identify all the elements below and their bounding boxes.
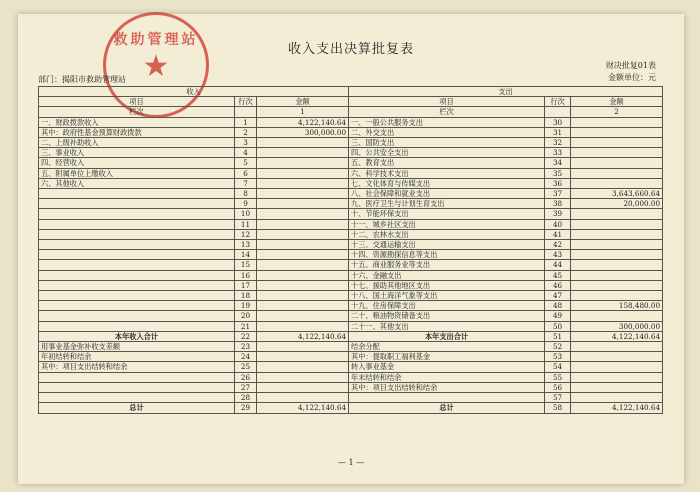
expense-amount-cell: [571, 393, 663, 403]
income-amount-cell: [257, 250, 349, 260]
income-item-cell: 年初结转和结余: [39, 352, 235, 362]
income-amount-cell: [257, 148, 349, 158]
expense-line-cell: 50: [545, 321, 571, 331]
expense-amount-header: 金额: [571, 97, 663, 107]
income-amount-cell: [257, 362, 349, 372]
expense-item-cell: 十一、城乡社区支出: [349, 219, 545, 229]
expense-item-cell: 本年支出合计: [349, 331, 545, 341]
expense-line-cell: 41: [545, 229, 571, 239]
income-item-cell: 总计: [39, 403, 235, 413]
table-row: [39, 311, 663, 321]
expense-header: 支出: [349, 87, 663, 97]
income-item-cell: [39, 311, 235, 321]
expense-line-cell: 32: [545, 138, 571, 148]
table-row: [39, 403, 663, 413]
expense-amount-cell: [571, 209, 663, 219]
expense-item-cell: 十、节能环保支出: [349, 209, 545, 219]
table-row: [39, 301, 663, 311]
income-amount-cell: [257, 382, 349, 392]
income-line-cell: 11: [235, 219, 257, 229]
expense-line-cell: 57: [545, 393, 571, 403]
form-code-block: [606, 60, 656, 84]
expense-item-cell: 十六、金融支出: [349, 270, 545, 280]
income-amount-header: 金额: [257, 97, 349, 107]
expense-amount-cell: [571, 280, 663, 290]
income-line-cell: 25: [235, 362, 257, 372]
income-line-cell: 29: [235, 403, 257, 413]
expense-amount-cell: [571, 270, 663, 280]
table-row: [39, 250, 663, 260]
income-amount-cell: [257, 209, 349, 219]
table-row: [39, 127, 663, 137]
income-line-cell: 17: [235, 280, 257, 290]
expense-line-cell: 58: [545, 403, 571, 413]
income-amount-cell: [257, 311, 349, 321]
expense-index-empty: [545, 107, 571, 117]
income-line-cell: 8: [235, 189, 257, 199]
expense-amount-cell: [571, 219, 663, 229]
department-label: 部门：揭阳市救助管理站: [38, 75, 126, 84]
expense-line-cell: 54: [545, 362, 571, 372]
income-amount-cell: [257, 301, 349, 311]
income-item-cell: 六、其他收入: [39, 178, 235, 188]
income-item-cell: [39, 229, 235, 239]
seal-text: 救助管理站: [113, 32, 199, 48]
expense-index-label: 栏次: [349, 107, 545, 117]
expense-index-number: 2: [571, 107, 663, 117]
income-line-cell: 5: [235, 158, 257, 168]
income-item-cell: [39, 219, 235, 229]
income-amount-cell: [257, 178, 349, 188]
expense-line-cell: 36: [545, 178, 571, 188]
expense-item-cell: 九、医疗卫生与计划生育支出: [349, 199, 545, 209]
income-line-cell: 27: [235, 382, 257, 392]
expense-amount-cell: [571, 229, 663, 239]
expense-line-cell: 42: [545, 240, 571, 250]
income-index-number: 1: [257, 107, 349, 117]
income-line-cell: 20: [235, 311, 257, 321]
expense-amount-cell: [571, 148, 663, 158]
expense-item-cell: 其中：提取职工福利基金: [349, 352, 545, 362]
expense-item-cell: 七、文化体育与传媒支出: [349, 178, 545, 188]
income-line-header: 行次: [235, 97, 257, 107]
expense-amount-cell: [571, 138, 663, 148]
income-amount-cell: [257, 158, 349, 168]
income-item-cell: 三、事业收入: [39, 148, 235, 158]
expense-line-cell: 33: [545, 148, 571, 158]
table-row: [39, 178, 663, 188]
income-item-cell: [39, 209, 235, 219]
expense-line-cell: 39: [545, 209, 571, 219]
income-line-cell: 23: [235, 342, 257, 352]
income-index-empty: [235, 107, 257, 117]
income-amount-cell: [257, 342, 349, 352]
income-line-cell: 13: [235, 240, 257, 250]
income-amount-cell: [257, 219, 349, 229]
income-item-cell: [39, 270, 235, 280]
expense-line-cell: 30: [545, 117, 571, 127]
expense-item-cell: 六、科学技术支出: [349, 168, 545, 178]
income-item-cell: 用事业基金弥补收支差额: [39, 342, 235, 352]
income-item-cell: [39, 199, 235, 209]
income-item-header: 项目: [39, 97, 235, 107]
income-item-cell: [39, 291, 235, 301]
table-row: [39, 352, 663, 362]
header-row-cols: [39, 97, 663, 107]
income-line-cell: 16: [235, 270, 257, 280]
expense-item-cell: 四、公共安全支出: [349, 148, 545, 158]
income-item-cell: [39, 393, 235, 403]
expense-item-cell: 二十、粮油物资储备支出: [349, 311, 545, 321]
income-index-label: 栏次: [39, 107, 235, 117]
income-line-cell: 22: [235, 331, 257, 341]
income-amount-cell: [257, 270, 349, 280]
expense-amount-cell: [571, 291, 663, 301]
table-row: [39, 158, 663, 168]
header-row-top: [39, 87, 663, 97]
amount-unit: 金额单位：元: [608, 73, 656, 82]
expense-amount-cell: [571, 260, 663, 270]
income-item-cell: 二、上级补助收入: [39, 138, 235, 148]
expense-item-cell: 年末结转和结余: [349, 372, 545, 382]
income-amount-cell: 4,122,140.64: [257, 331, 349, 341]
income-amount-cell: [257, 199, 349, 209]
income-amount-cell: 4,122,140.64: [257, 403, 349, 413]
income-header: 收入: [39, 87, 349, 97]
expense-amount-cell: 4,122,140.64: [571, 403, 663, 413]
expense-line-cell: 40: [545, 219, 571, 229]
table-row: [39, 372, 663, 382]
income-amount-cell: 300,000.00: [257, 127, 349, 137]
expense-line-cell: 55: [545, 372, 571, 382]
income-item-cell: [39, 189, 235, 199]
table-row: [39, 291, 663, 301]
expense-line-cell: 56: [545, 382, 571, 392]
income-item-cell: [39, 280, 235, 290]
page-number: — 1 —: [337, 458, 365, 467]
income-line-cell: 10: [235, 209, 257, 219]
expense-item-header: 项目: [349, 97, 545, 107]
income-line-cell: 1: [235, 117, 257, 127]
table-row: [39, 219, 663, 229]
expense-amount-cell: [571, 158, 663, 168]
expense-item-cell: 十七、援助其他地区支出: [349, 280, 545, 290]
income-item-cell: [39, 301, 235, 311]
expense-amount-cell: [571, 311, 663, 321]
income-item-cell: 其中：政府性基金预算财政拨款: [39, 127, 235, 137]
expense-item-cell: 八、社会保障和就业支出: [349, 189, 545, 199]
income-item-cell: [39, 321, 235, 331]
income-item-cell: [39, 382, 235, 392]
expense-item-cell: 转入事业基金: [349, 362, 545, 372]
table-row: [39, 260, 663, 270]
income-amount-cell: [257, 189, 349, 199]
income-amount-cell: [257, 372, 349, 382]
income-amount-cell: [257, 291, 349, 301]
table-row: [39, 331, 663, 341]
expense-line-cell: 49: [545, 311, 571, 321]
income-line-cell: 9: [235, 199, 257, 209]
income-line-cell: 6: [235, 168, 257, 178]
expense-amount-cell: [571, 168, 663, 178]
income-item-cell: [39, 372, 235, 382]
expense-amount-cell: [571, 382, 663, 392]
income-line-cell: 2: [235, 127, 257, 137]
table-row: [39, 199, 663, 209]
income-amount-cell: [257, 240, 349, 250]
expense-amount-cell: [571, 178, 663, 188]
income-line-cell: 18: [235, 291, 257, 301]
income-item-cell: 五、附属单位上缴收入: [39, 168, 235, 178]
expense-line-header: 行次: [545, 97, 571, 107]
header-row-index: [39, 107, 663, 117]
income-line-cell: 15: [235, 260, 257, 270]
income-item-cell: 四、经营收入: [39, 158, 235, 168]
seal-star-icon: ★: [142, 49, 170, 84]
table-row: [39, 189, 663, 199]
expense-line-cell: 44: [545, 260, 571, 270]
income-amount-cell: [257, 393, 349, 403]
expense-line-cell: 48: [545, 301, 571, 311]
expense-item-cell: 十五、商业服务业等支出: [349, 260, 545, 270]
income-item-cell: [39, 240, 235, 250]
table-row: [39, 362, 663, 372]
income-item-cell: [39, 260, 235, 270]
income-amount-cell: [257, 229, 349, 239]
income-item-cell: 其中：项目支出结转和结余: [39, 362, 235, 372]
income-item-cell: 本年收入合计: [39, 331, 235, 341]
income-line-cell: 4: [235, 148, 257, 158]
table-row: [39, 342, 663, 352]
expense-amount-cell: 3,643,660.64: [571, 189, 663, 199]
income-line-cell: 24: [235, 352, 257, 362]
income-item-cell: [39, 250, 235, 260]
table-row: [39, 229, 663, 239]
expense-item-cell: 二、外交支出: [349, 127, 545, 137]
income-line-cell: 28: [235, 393, 257, 403]
table-row: [39, 148, 663, 158]
table-row: [39, 168, 663, 178]
expense-amount-cell: 20,000.00: [571, 199, 663, 209]
expense-item-cell: 其中：项目支出结转和结余: [349, 382, 545, 392]
income-line-cell: 14: [235, 250, 257, 260]
table-row: [39, 117, 663, 127]
expense-line-cell: 31: [545, 127, 571, 137]
expense-line-cell: 45: [545, 270, 571, 280]
expense-amount-cell: 300,000.00: [571, 321, 663, 331]
expense-amount-cell: [571, 240, 663, 250]
expense-line-cell: 53: [545, 352, 571, 362]
income-amount-cell: 4,122,140.64: [257, 117, 349, 127]
table-row: [39, 270, 663, 280]
income-amount-cell: [257, 260, 349, 270]
income-amount-cell: [257, 280, 349, 290]
expense-amount-cell: [571, 250, 663, 260]
income-line-cell: 19: [235, 301, 257, 311]
expense-item-cell: 十二、农林水支出: [349, 229, 545, 239]
expense-item-cell: 一、一般公共服务支出: [349, 117, 545, 127]
table-row: [39, 138, 663, 148]
expense-item-cell: 五、教育支出: [349, 158, 545, 168]
expense-line-cell: 47: [545, 291, 571, 301]
expense-line-cell: 37: [545, 189, 571, 199]
expense-amount-cell: [571, 372, 663, 382]
expense-amount-cell: [571, 127, 663, 137]
income-line-cell: 3: [235, 138, 257, 148]
expense-item-cell: 总计: [349, 403, 545, 413]
income-item-cell: 一、财政拨款收入: [39, 117, 235, 127]
expense-item-cell: 十八、国土海洋气象等支出: [349, 291, 545, 301]
expense-item-cell: [349, 393, 545, 403]
income-amount-cell: [257, 321, 349, 331]
form-code: 财决批复01表: [605, 61, 656, 70]
budget-table: [38, 86, 663, 414]
income-line-cell: 7: [235, 178, 257, 188]
table-row: [39, 280, 663, 290]
table-row: [39, 209, 663, 219]
expense-line-cell: 35: [545, 168, 571, 178]
expense-amount-cell: [571, 117, 663, 127]
expense-item-cell: 十三、交通运输支出: [349, 240, 545, 250]
expense-item-cell: 十四、资源勘探信息等支出: [349, 250, 545, 260]
expense-amount-cell: 4,122,140.64: [571, 331, 663, 341]
income-line-cell: 21: [235, 321, 257, 331]
expense-line-cell: 34: [545, 158, 571, 168]
table-row: [39, 321, 663, 331]
income-line-cell: 12: [235, 229, 257, 239]
expense-item-cell: 十九、住房保障支出: [349, 301, 545, 311]
expense-amount-cell: 158,480.00: [571, 301, 663, 311]
expense-item-cell: 二十一、其他支出: [349, 321, 545, 331]
income-amount-cell: [257, 168, 349, 178]
table-row: [39, 240, 663, 250]
expense-line-cell: 51: [545, 331, 571, 341]
table-row: [39, 382, 663, 392]
expense-line-cell: 43: [545, 250, 571, 260]
income-line-cell: 26: [235, 372, 257, 382]
table-row: [39, 393, 663, 403]
page-title: 收入支出决算批复表: [287, 42, 414, 57]
expense-line-cell: 46: [545, 280, 571, 290]
expense-item-cell: 结余分配: [349, 342, 545, 352]
expense-amount-cell: [571, 352, 663, 362]
income-amount-cell: [257, 352, 349, 362]
income-amount-cell: [257, 138, 349, 148]
document-sheet: [18, 14, 684, 484]
expense-line-cell: 52: [545, 342, 571, 352]
expense-line-cell: 38: [545, 199, 571, 209]
expense-item-cell: 三、国防支出: [349, 138, 545, 148]
expense-amount-cell: [571, 342, 663, 352]
expense-amount-cell: [571, 362, 663, 372]
